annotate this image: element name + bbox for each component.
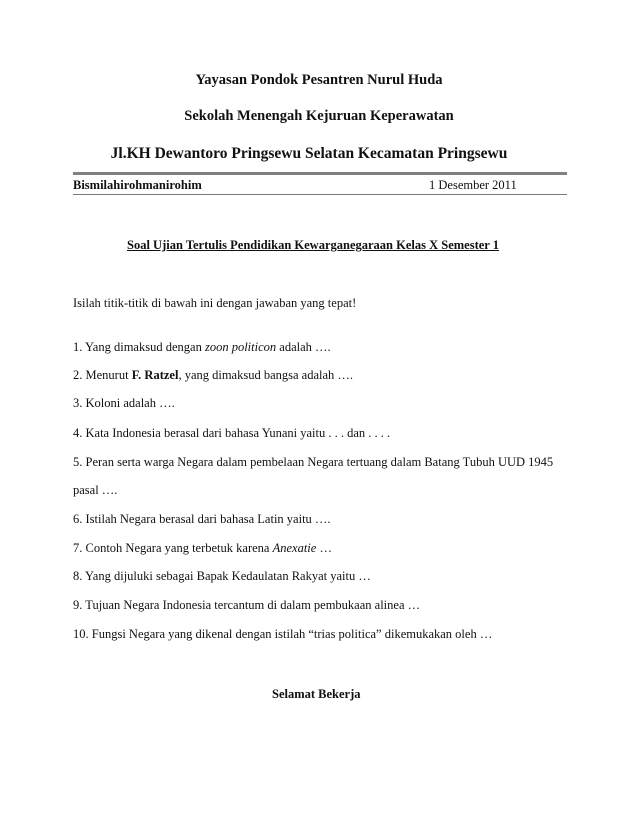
document-date: 1 Desember 2011 (429, 178, 517, 192)
question-9: 9. Tujuan Negara Indonesia tercantum di dalam pembukaan alinea … (73, 598, 421, 612)
foundation-name: Yayasan Pondok Pesantren Nurul Huda (195, 72, 443, 88)
question-1-prefix: 1. Yang dimaksud dengan (73, 340, 205, 354)
question-5-continued: pasal …. (73, 483, 118, 497)
question-1 (73, 340, 331, 355)
question-7-prefix: 7. Contoh Negara yang terbetuk karena (73, 541, 273, 555)
question-2 (73, 368, 353, 383)
question-1-term: zoon politicon (204, 340, 277, 354)
question-4: 4. Kata Indonesia berasal dari bahasa Yunani yaitu . . . dan . . . . (73, 426, 391, 440)
bismillah-text: Bismilahirohmanirohim (73, 178, 202, 192)
question-8: 8. Yang dijuluki sebagai Bapak Kedaulatan Rakyat yaitu … (73, 569, 371, 583)
question-6: 6. Istilah Negara berasal dari bahasa Latin yaitu …. (73, 512, 331, 526)
question-2-prefix: 2. Menurut (73, 368, 132, 382)
question-2-suffix: , yang dimaksud bangsa adalah …. (178, 368, 354, 382)
school-name: Sekolah Menengah Kejuruan Keperawatan (184, 108, 454, 124)
question-5: 5. Peran serta warga Negara dalam pembelaan Negara tertuang dalam Batang Tubuh UUD 1945 (73, 455, 554, 469)
question-7-term: Anexatie (272, 541, 317, 555)
closing-text: Selamat Bekerja (272, 687, 361, 701)
question-3: 3. Koloni adalah …. (73, 396, 175, 410)
school-address: Jl.KH Dewantoro Pringsewu Selatan Kecamatan Pringsewu (110, 145, 508, 162)
header-rule-thin (73, 194, 567, 195)
question-1-suffix: adalah …. (276, 340, 331, 354)
exam-title: Soal Ujian Tertulis Pendidikan Kewarganegaraan Kelas X Semester 1 (127, 238, 500, 252)
question-10: 10. Fungsi Negara yang dikenal dengan istilah “trias politica” dikemukakan oleh … (73, 627, 493, 641)
header-rule-thick (73, 172, 567, 175)
instruction-text: Isilah titik-titik di bawah ini dengan jawaban yang tepat! (73, 296, 357, 310)
question-2-term: F. Ratzel (131, 368, 179, 382)
question-7 (73, 541, 332, 556)
question-7-suffix: … (316, 541, 332, 555)
